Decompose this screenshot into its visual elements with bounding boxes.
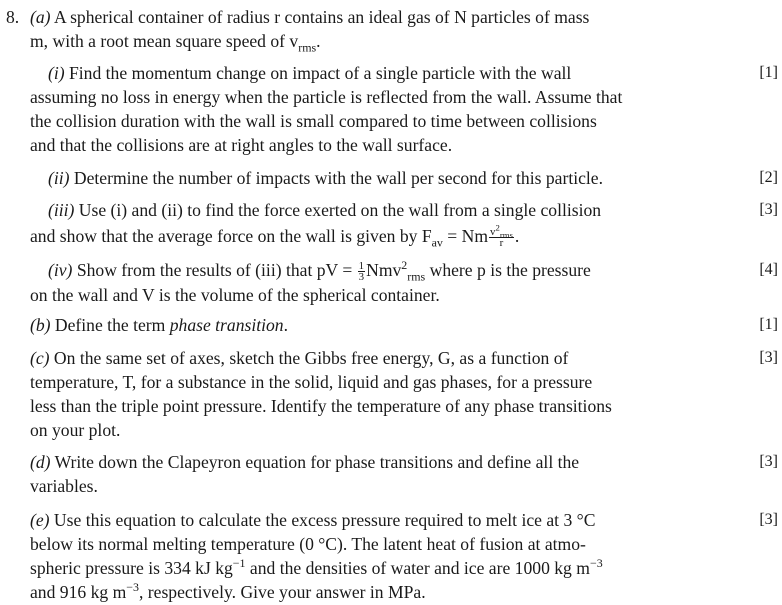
part-e-text-4-post: , respectively. Give your answer in MPa. xyxy=(139,582,426,602)
part-c-line-4 xyxy=(0,418,782,442)
part-d-line-2 xyxy=(0,474,782,498)
part-a-iii-end: . xyxy=(514,226,520,246)
part-a-i-line-4 xyxy=(0,133,782,157)
part-a-i-text-1: Find the momentum change on impact of a single particle with the wall xyxy=(64,63,572,83)
part-d-line-1 xyxy=(0,450,782,474)
third-den: 3 xyxy=(358,271,365,284)
part-a-iii-line-2 xyxy=(0,221,782,250)
part-c-line-2 xyxy=(0,370,782,394)
part-a-i-line-1 xyxy=(0,61,782,85)
part-b-line-1 xyxy=(0,313,782,337)
marks-e: [3] xyxy=(759,511,778,528)
part-c-text-4: on your plot. xyxy=(30,420,121,440)
marks-b: [1] xyxy=(759,316,778,333)
part-c-line-3 xyxy=(0,394,782,418)
part-a-i-text-3: the collision duration with the wall is small compared to time between collisions xyxy=(30,111,597,131)
part-a-line-1 xyxy=(0,5,782,29)
part-d-text-2: variables. xyxy=(30,476,98,496)
part-e-text-3-pre: spheric pressure is 334 kJ kg xyxy=(30,558,233,578)
marks-c: [3] xyxy=(759,349,778,366)
marks-a-iv: [4] xyxy=(759,261,778,278)
part-c-line-1 xyxy=(0,346,782,370)
part-a-iv-label: (iv) xyxy=(48,260,73,280)
part-a-intro-2: m, with a root mean square speed of v xyxy=(30,31,299,51)
part-a-iv-text-2: on the wall and V is the volume of the spherical container. xyxy=(30,285,440,305)
marks-a-ii: [2] xyxy=(759,169,778,186)
part-a-intro-2-end: . xyxy=(316,31,321,51)
f-av-sub: av xyxy=(431,235,443,250)
frac-den: r xyxy=(499,237,504,250)
m-cubed-sup-2: −3 xyxy=(126,580,139,595)
part-e-line-2 xyxy=(0,532,782,556)
part-b-text-em: phase transition xyxy=(169,315,284,335)
question-number: 8. xyxy=(6,7,20,27)
part-a-iv-mid: Nmv xyxy=(366,260,402,280)
part-c-text-2: temperature, T, for a substance in the solid, liquid and gas phases, for a pressure xyxy=(30,372,593,392)
part-e-text-3-mid: and the densities of water and ice are 1000 kg m xyxy=(245,558,590,578)
v-squared-sup: 2 xyxy=(401,258,408,273)
part-a-i-label: (i) xyxy=(48,63,65,83)
part-d-text-1: Write down the Clapeyron equation for phase transitions and define all the xyxy=(50,452,580,472)
part-a-i-text-4: and that the collisions are at right angles to the wall surface. xyxy=(30,135,453,155)
part-a-label: (a) xyxy=(30,7,51,27)
part-a-i-line-3 xyxy=(0,109,782,133)
part-e-line-3 xyxy=(0,556,782,580)
part-a-iii-label: (iii) xyxy=(48,200,75,220)
part-b-text-post: . xyxy=(283,315,289,335)
part-a-iii-text-1: Use (i) and (ii) to find the force exerted on the wall from a single collision xyxy=(74,200,602,220)
part-e-label: (e) xyxy=(30,510,50,530)
part-c-label: (c) xyxy=(30,348,50,368)
part-e-line-1 xyxy=(0,508,782,532)
part-a-iii-eq: = Nm xyxy=(442,226,489,246)
frac-num-v: v xyxy=(490,225,496,238)
third-num: 1 xyxy=(358,259,365,272)
part-a-iv-line-2 xyxy=(0,283,782,307)
kg-inverse-sup: −1 xyxy=(232,556,246,571)
part-a-line-2 xyxy=(0,29,782,53)
v-rms-sub: rms xyxy=(407,269,426,284)
part-e-line-4 xyxy=(0,580,782,604)
part-d-label: (d) xyxy=(30,452,51,472)
part-c-text-3: less than the triple point pressure. Identify the temperature of any phase transitions xyxy=(30,396,612,416)
part-b-label: (b) xyxy=(30,315,51,335)
part-a-i-text-2: assuming no loss in energy when the particle is reflected from the wall. Assume that xyxy=(30,87,623,107)
marks-a-i: [1] xyxy=(759,64,778,81)
part-a-iv-line-1 xyxy=(0,258,782,282)
m-cubed-sup-1: −3 xyxy=(589,556,603,571)
frac-num-sub: rms xyxy=(499,229,513,240)
part-a-iv-post: where p is the pressure xyxy=(425,260,591,280)
part-a-iv-text-1: Show from the results of (iii) that pV = xyxy=(72,260,357,280)
force-fraction xyxy=(489,221,514,250)
part-a-iii-line-1 xyxy=(0,198,782,222)
marks-a-iii: [3] xyxy=(759,201,778,218)
part-a-intro-1: A spherical container of radius r contains an ideal gas of N particles of mass xyxy=(50,7,590,27)
part-a-iii-text-2: and show that the average force on the wall is given by F xyxy=(30,226,432,246)
part-e-text-1: Use this equation to calculate the excess pressure required to melt ice at 3 °C xyxy=(49,510,596,530)
part-a-i-line-2 xyxy=(0,85,782,109)
part-c-text-1: On the same set of axes, sketch the Gibbs free energy, G, as a function of xyxy=(49,348,569,368)
marks-d: [3] xyxy=(759,453,778,470)
frac-num-sup: 2 xyxy=(495,221,500,232)
part-a-ii-line-1 xyxy=(0,166,782,190)
part-a-ii-label: (ii) xyxy=(48,168,70,188)
one-third-fraction xyxy=(358,261,365,284)
part-a-intro-2-sub: rms xyxy=(298,40,317,55)
part-a-ii-text-1: Determine the number of impacts with the wall per second for this particle. xyxy=(69,168,604,188)
part-b-text-pre: Define the term xyxy=(50,315,170,335)
part-e-text-2: below its normal melting temperature (0 °C). The latent heat of fusion at atmo- xyxy=(30,534,586,554)
part-e-text-4-pre: and 916 kg m xyxy=(30,582,127,602)
